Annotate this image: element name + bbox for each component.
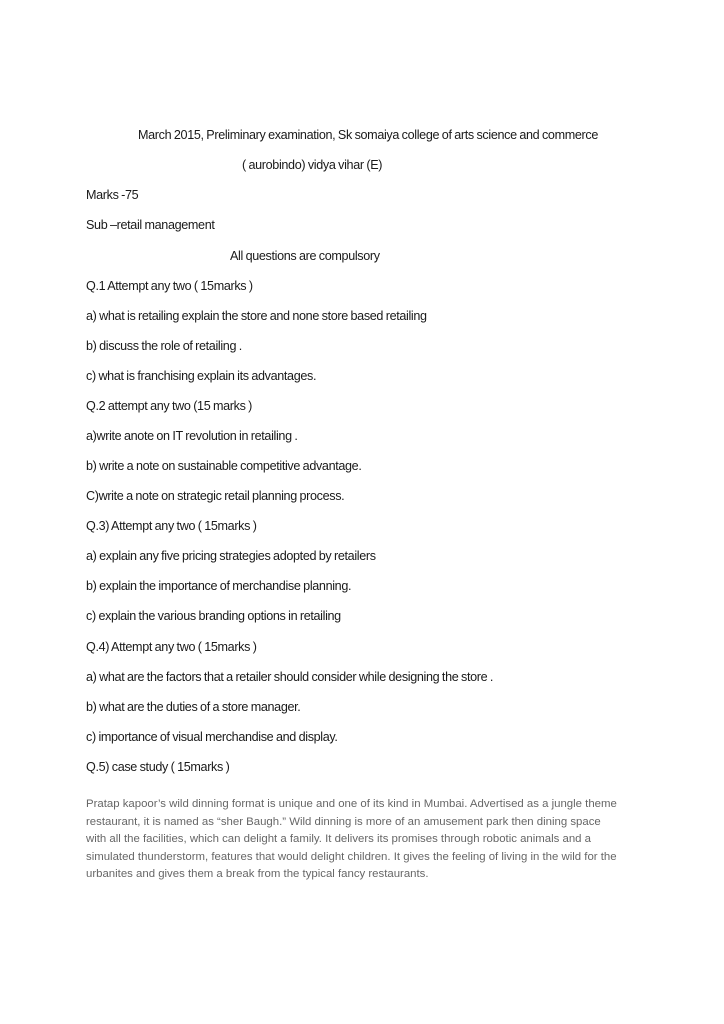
question-item: C)write a note on strategic retail planning process. <box>86 489 345 503</box>
question-item: b) what are the duties of a store manager. <box>86 700 301 714</box>
case-study-line: with all the facilities, which can delight a family. It delivers its promises through robotic animals and a <box>86 833 592 846</box>
question-item: c) importance of visual merchandise and display. <box>86 730 338 744</box>
case-study-line: Pratap kapoor’s wild dinning format is unique and one of its kind in Mumbai. Advertised as a jungle theme <box>86 798 617 810</box>
case-study-line: simulated thunderstorm, features that would delight children. It gives the feeling of living in the wild for the <box>86 850 617 863</box>
question-item: a) explain any five pricing strategies adopted by retailers <box>86 549 376 563</box>
question-heading-q5: Q.5) case study ( 15marks ) <box>86 760 230 774</box>
college-location: ( aurobindo) vidya vihar (E) <box>242 158 383 172</box>
question-item: b) explain the importance of merchandise planning. <box>86 579 352 593</box>
question-heading-q3: Q.3) Attempt any two ( 15marks ) <box>86 519 257 533</box>
question-item: a) what are the factors that a retailer should consider while designing the store . <box>86 670 494 684</box>
question-item: b) write a note on sustainable competitive advantage. <box>86 459 362 473</box>
question-item: a) what is retailing explain the store and none store based retailing <box>86 309 427 323</box>
case-study-line: restaurant, it is named as “sher Baugh.” Wild dinning is more of an amusement park then dining space <box>86 815 601 828</box>
case-study-line: urbanites and gives them a break from the typical fancy restaurants. <box>86 868 429 881</box>
question-item: c) explain the various branding options in retailing <box>86 609 341 623</box>
subject: Sub –retail management <box>86 218 215 232</box>
question-item: b) discuss the role of retailing . <box>86 339 242 353</box>
total-marks: Marks -75 <box>86 188 139 202</box>
question-item: a)write anote on IT revolution in retailing . <box>86 429 298 443</box>
question-heading-q4: Q.4) Attempt any two ( 15marks ) <box>86 640 257 654</box>
instructions: All questions are compulsory <box>230 249 380 263</box>
exam-title: March 2015, Preliminary examination, Sk somaiya college of arts science and commerce <box>138 128 598 142</box>
question-heading-q2: Q.2 attempt any two (15 marks ) <box>86 399 253 413</box>
question-item: c) what is franchising explain its advantages. <box>86 369 317 383</box>
question-heading-q1: Q.1 Attempt any two ( 15marks ) <box>86 279 253 293</box>
case-study-paragraph <box>86 796 646 884</box>
